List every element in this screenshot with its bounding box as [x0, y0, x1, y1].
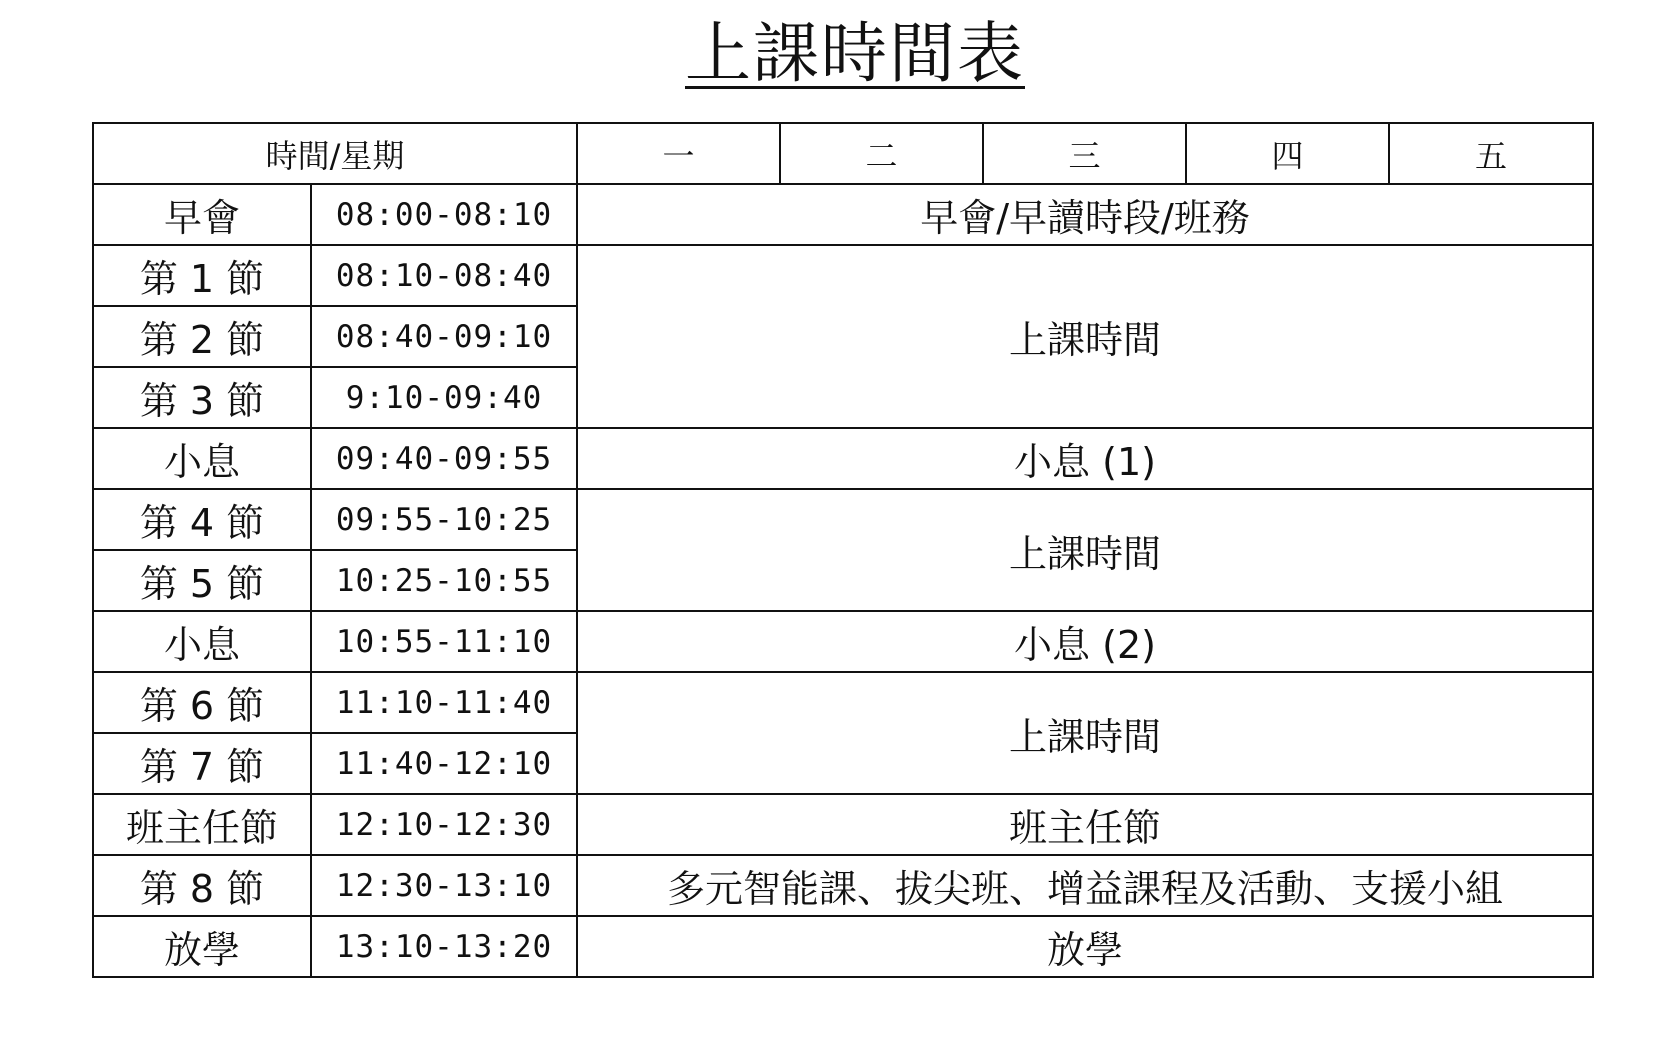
period-cell: 放學	[93, 916, 311, 977]
time-cell: 11:10-11:40	[311, 672, 577, 733]
table-row	[93, 245, 1593, 306]
time-cell: 08:40-09:10	[311, 306, 577, 367]
period-cell: 第 1 節	[93, 245, 311, 306]
period-cell: 第 5 節	[93, 550, 311, 611]
activity-cell: 放學	[577, 916, 1593, 977]
table-row	[93, 184, 1593, 245]
time-cell: 10:25-10:55	[311, 550, 577, 611]
period-cell: 小息	[93, 611, 311, 672]
activity-cell: 上課時間	[577, 489, 1593, 611]
activity-cell: 上課時間	[577, 245, 1593, 428]
header-row	[93, 123, 1593, 184]
period-cell: 第 2 節	[93, 306, 311, 367]
time-cell: 10:55-11:10	[311, 611, 577, 672]
period-cell: 早會	[93, 184, 311, 245]
time-cell: 08:00-08:10	[311, 184, 577, 245]
activity-cell: 班主任節	[577, 794, 1593, 855]
time-cell: 12:10-12:30	[311, 794, 577, 855]
activity-cell: 早會/早讀時段/班務	[577, 184, 1593, 245]
time-cell: 11:40-12:10	[311, 733, 577, 794]
activity-cell: 多元智能課、拔尖班、增益課程及活動、支援小組	[577, 855, 1593, 916]
day-header-fri: 五	[1389, 123, 1593, 184]
period-cell: 第 4 節	[93, 489, 311, 550]
time-cell: 09:40-09:55	[311, 428, 577, 489]
day-header-tue: 二	[780, 123, 983, 184]
table-row	[93, 672, 1593, 733]
period-cell: 第 7 節	[93, 733, 311, 794]
time-week-header: 時間/星期	[93, 123, 577, 184]
table-row	[93, 428, 1593, 489]
time-cell: 08:10-08:40	[311, 245, 577, 306]
day-header-wed: 三	[983, 123, 1186, 184]
table-row	[93, 916, 1593, 977]
time-cell: 09:55-10:25	[311, 489, 577, 550]
day-header-thu: 四	[1186, 123, 1389, 184]
day-header-mon: 一	[577, 123, 780, 184]
time-cell: 12:30-13:10	[311, 855, 577, 916]
page-title-text: 上課時間表	[685, 15, 1025, 92]
activity-cell: 小息 (2)	[577, 611, 1593, 672]
activity-cell: 小息 (1)	[577, 428, 1593, 489]
period-cell: 班主任節	[93, 794, 311, 855]
table-row	[93, 611, 1593, 672]
period-cell: 第 8 節	[93, 855, 311, 916]
period-cell: 第 6 節	[93, 672, 311, 733]
time-cell: 9:10-09:40	[311, 367, 577, 428]
table-row	[93, 489, 1593, 550]
schedule-table	[92, 122, 1594, 978]
activity-cell: 上課時間	[577, 672, 1593, 794]
table-row	[93, 855, 1593, 916]
period-cell: 第 3 節	[93, 367, 311, 428]
time-cell: 13:10-13:20	[311, 916, 577, 977]
table-row	[93, 794, 1593, 855]
page-title	[0, 15, 1680, 92]
period-cell: 小息	[93, 428, 311, 489]
